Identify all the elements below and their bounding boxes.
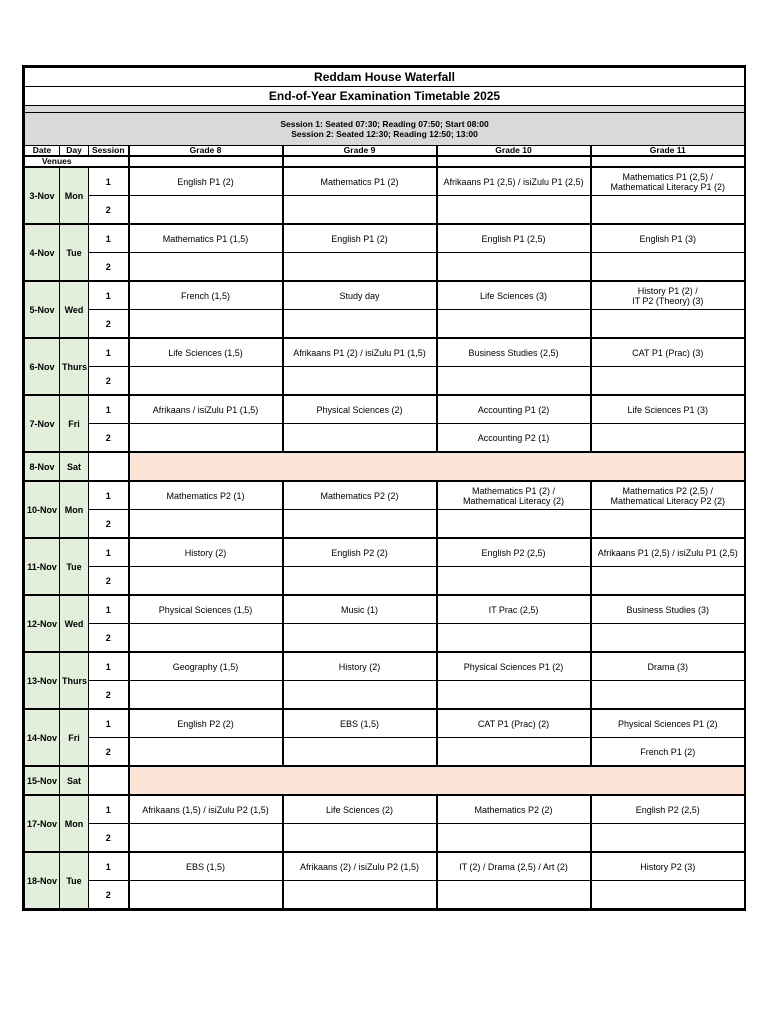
- date-cell: 4-Nov: [25, 224, 60, 281]
- exam-cell: EBS (1,5): [129, 852, 283, 881]
- exam-cell: [283, 824, 437, 853]
- col-grade-10: Grade 10: [437, 146, 591, 157]
- session1-row: [25, 481, 745, 510]
- date-cell: 13-Nov: [25, 652, 60, 709]
- exam-cell: English P2 (2): [283, 538, 437, 567]
- date-cell: 8-Nov: [25, 452, 60, 481]
- day-cell: Mon: [60, 481, 89, 538]
- exam-cell: Physical Sciences (2): [283, 395, 437, 424]
- exam-cell: [129, 510, 283, 539]
- session-number: 1: [89, 338, 129, 367]
- session-number: 1: [89, 224, 129, 253]
- exam-cell: [283, 681, 437, 710]
- day-cell: Fri: [60, 395, 89, 452]
- session-number: 2: [89, 738, 129, 767]
- session1-row: [25, 167, 745, 196]
- date-cell: 11-Nov: [25, 538, 60, 595]
- exam-cell: [591, 624, 745, 653]
- session2-row: [25, 624, 745, 653]
- day-cell: Fri: [60, 709, 89, 766]
- session-number: 2: [89, 510, 129, 539]
- exam-cell: [437, 681, 591, 710]
- exam-cell: History (2): [283, 652, 437, 681]
- exam-cell: IT (2) / Drama (2,5) / Art (2): [437, 852, 591, 881]
- session2-row: [25, 681, 745, 710]
- exam-cell: Afrikaans (1,5) / isiZulu P2 (1,5): [129, 795, 283, 824]
- session1-row: [25, 224, 745, 253]
- exam-cell: [283, 567, 437, 596]
- session-number: 2: [89, 824, 129, 853]
- exam-cell: [283, 196, 437, 225]
- exam-cell: History P1 (2) / IT P2 (Theory) (3): [591, 281, 745, 310]
- timetable-table: [24, 67, 745, 909]
- exam-cell: Life Sciences (1,5): [129, 338, 283, 367]
- session-cell-empty: [89, 766, 129, 795]
- exam-cell: English P1 (3): [591, 224, 745, 253]
- session1-time: Session 1: Seated 07:30; Reading 07:50; Start 08:00: [280, 119, 489, 129]
- session1-row: [25, 538, 745, 567]
- exam-cell: English P1 (2): [129, 167, 283, 196]
- session-number: 2: [89, 310, 129, 339]
- exam-cell: [129, 624, 283, 653]
- day-cell: Mon: [60, 167, 89, 224]
- exam-cell: Geography (1,5): [129, 652, 283, 681]
- date-cell: 7-Nov: [25, 395, 60, 452]
- exam-cell: Drama (3): [591, 652, 745, 681]
- spacer-row: [25, 106, 745, 113]
- school-name: Reddam House Waterfall: [25, 68, 745, 87]
- exam-cell: Business Studies (2,5): [437, 338, 591, 367]
- exam-cell: English P2 (2,5): [591, 795, 745, 824]
- column-header-row: [25, 146, 745, 157]
- exam-cell: [283, 253, 437, 282]
- session-number: 1: [89, 538, 129, 567]
- exam-cell: [129, 310, 283, 339]
- session2-row: [25, 253, 745, 282]
- exam-cell: [437, 367, 591, 396]
- exam-cell: [437, 881, 591, 909]
- session-cell-empty: [89, 452, 129, 481]
- date-cell: 14-Nov: [25, 709, 60, 766]
- exam-cell: Mathematics P1 (2): [283, 167, 437, 196]
- exam-cell: [591, 196, 745, 225]
- venue-grade-9: [283, 156, 437, 167]
- col-grade-9: Grade 9: [283, 146, 437, 157]
- session-number: 2: [89, 624, 129, 653]
- session-number: 1: [89, 481, 129, 510]
- exam-cell: [437, 738, 591, 767]
- session1-row: [25, 652, 745, 681]
- date-cell: 3-Nov: [25, 167, 60, 224]
- day-cell: Wed: [60, 281, 89, 338]
- exam-cell: Mathematics P2 (2): [283, 481, 437, 510]
- session2-row: [25, 424, 745, 453]
- no-exam-fill: [129, 766, 745, 795]
- session2-row: [25, 510, 745, 539]
- session1-row: [25, 709, 745, 738]
- venues-row: [25, 156, 745, 167]
- session-number: 1: [89, 167, 129, 196]
- session1-row: [25, 281, 745, 310]
- exam-cell: French (1,5): [129, 281, 283, 310]
- date-cell: 10-Nov: [25, 481, 60, 538]
- exam-cell: [437, 567, 591, 596]
- exam-cell: Afrikaans P1 (2,5) / isiZulu P1 (2,5): [591, 538, 745, 567]
- day-cell: Mon: [60, 795, 89, 852]
- exam-cell: Life Sciences (3): [437, 281, 591, 310]
- venues-blank: [89, 156, 129, 167]
- session-number: 1: [89, 709, 129, 738]
- exam-cell: [129, 424, 283, 453]
- session-number: 1: [89, 395, 129, 424]
- exam-cell: Mathematics P1 (1,5): [129, 224, 283, 253]
- session1-row: [25, 852, 745, 881]
- exam-cell: [283, 738, 437, 767]
- exam-cell: English P2 (2): [129, 709, 283, 738]
- exam-cell: IT Prac (2,5): [437, 595, 591, 624]
- day-cell: Thurs: [60, 652, 89, 709]
- exam-cell: [283, 624, 437, 653]
- exam-cell: [591, 881, 745, 909]
- session2-row: [25, 824, 745, 853]
- exam-cell: [283, 881, 437, 909]
- exam-cell: [437, 824, 591, 853]
- exam-cell: [437, 624, 591, 653]
- exam-cell: [591, 510, 745, 539]
- col-day: Day: [60, 146, 89, 157]
- timetable-title: End-of-Year Examination Timetable 2025: [25, 87, 745, 106]
- exam-cell: Accounting P1 (2): [437, 395, 591, 424]
- exam-cell: French P1 (2): [591, 738, 745, 767]
- exam-timetable: [22, 65, 746, 911]
- exam-cell: Physical Sciences P1 (2): [591, 709, 745, 738]
- exam-cell: [129, 738, 283, 767]
- exam-cell: Study day: [283, 281, 437, 310]
- exam-cell: Afrikaans / isiZulu P1 (1,5): [129, 395, 283, 424]
- exam-cell: CAT P1 (Prac) (3): [591, 338, 745, 367]
- exam-cell: Life Sciences (2): [283, 795, 437, 824]
- exam-cell: English P2 (2,5): [437, 538, 591, 567]
- venues-label: Venues: [25, 156, 89, 167]
- venue-grade-8: [129, 156, 283, 167]
- session-number: 1: [89, 652, 129, 681]
- exam-cell: [129, 367, 283, 396]
- venue-grade-11: [591, 156, 745, 167]
- session-number: 1: [89, 281, 129, 310]
- session-number: 2: [89, 253, 129, 282]
- session-number: 2: [89, 424, 129, 453]
- day-cell: Tue: [60, 852, 89, 909]
- exam-cell: EBS (1,5): [283, 709, 437, 738]
- exam-cell: [283, 310, 437, 339]
- exam-cell: Afrikaans (2) / isiZulu P2 (1,5): [283, 852, 437, 881]
- exam-cell: [591, 367, 745, 396]
- col-grade-11: Grade 11: [591, 146, 745, 157]
- date-cell: 17-Nov: [25, 795, 60, 852]
- exam-cell: Mathematics P2 (1): [129, 481, 283, 510]
- day-cell: Tue: [60, 224, 89, 281]
- col-grade-8: Grade 8: [129, 146, 283, 157]
- exam-cell: CAT P1 (Prac) (2): [437, 709, 591, 738]
- exam-cell: Accounting P2 (1): [437, 424, 591, 453]
- exam-cell: Physical Sciences P1 (2): [437, 652, 591, 681]
- date-cell: 15-Nov: [25, 766, 60, 795]
- session-times: [25, 113, 745, 146]
- date-cell: 12-Nov: [25, 595, 60, 652]
- exam-cell: [591, 567, 745, 596]
- exam-cell: [283, 424, 437, 453]
- exam-cell: Mathematics P2 (2): [437, 795, 591, 824]
- day-cell: Wed: [60, 595, 89, 652]
- session-number: 2: [89, 881, 129, 909]
- exam-cell: [129, 881, 283, 909]
- exam-cell: English P1 (2): [283, 224, 437, 253]
- exam-cell: Music (1): [283, 595, 437, 624]
- exam-cell: Mathematics P2 (2,5) / Mathematical Literacy P2 (2): [591, 481, 745, 510]
- exam-cell: [591, 824, 745, 853]
- exam-cell: [591, 253, 745, 282]
- exam-cell: English P1 (2,5): [437, 224, 591, 253]
- day-cell: Sat: [60, 766, 89, 795]
- exam-cell: History (2): [129, 538, 283, 567]
- session2-row: [25, 310, 745, 339]
- exam-cell: [437, 196, 591, 225]
- exam-cell: [283, 367, 437, 396]
- exam-cell: [591, 424, 745, 453]
- session-number: 1: [89, 595, 129, 624]
- exam-cell: [591, 310, 745, 339]
- session-number: 2: [89, 567, 129, 596]
- venue-grade-10: [437, 156, 591, 167]
- session2-row: [25, 738, 745, 767]
- day-cell: Tue: [60, 538, 89, 595]
- exam-cell: [437, 310, 591, 339]
- session2-time: Session 2: Seated 12:30; Reading 12:50; 13:00: [291, 129, 478, 139]
- col-session: Session: [89, 146, 129, 157]
- session1-row: [25, 595, 745, 624]
- no-exam-fill: [129, 452, 745, 481]
- exam-cell: Life Sciences P1 (3): [591, 395, 745, 424]
- exam-cell: [129, 253, 283, 282]
- exam-cell: Mathematics P1 (2,5) / Mathematical Literacy P1 (2): [591, 167, 745, 196]
- session-number: 2: [89, 367, 129, 396]
- session-number: 2: [89, 681, 129, 710]
- date-cell: 5-Nov: [25, 281, 60, 338]
- session1-row: [25, 395, 745, 424]
- exam-cell: Mathematics P1 (2) / Mathematical Literacy (2): [437, 481, 591, 510]
- session-number: 2: [89, 196, 129, 225]
- day-cell: Thurs: [60, 338, 89, 395]
- exam-cell: [437, 510, 591, 539]
- saturday-row: [25, 452, 745, 481]
- session1-row: [25, 795, 745, 824]
- exam-cell: [129, 824, 283, 853]
- exam-cell: Business Studies (3): [591, 595, 745, 624]
- exam-cell: History P2 (3): [591, 852, 745, 881]
- exam-cell: [129, 567, 283, 596]
- exam-cell: [129, 196, 283, 225]
- session2-row: [25, 367, 745, 396]
- date-cell: 18-Nov: [25, 852, 60, 909]
- exam-cell: [283, 510, 437, 539]
- session-number: 1: [89, 852, 129, 881]
- saturday-row: [25, 766, 745, 795]
- exam-cell: Afrikaans P1 (2,5) / isiZulu P1 (2,5): [437, 167, 591, 196]
- session1-row: [25, 338, 745, 367]
- col-date: Date: [25, 146, 60, 157]
- session2-row: [25, 881, 745, 909]
- session-number: 1: [89, 795, 129, 824]
- exam-cell: [129, 681, 283, 710]
- exam-cell: [591, 681, 745, 710]
- exam-cell: Afrikaans P1 (2) / isiZulu P1 (1,5): [283, 338, 437, 367]
- day-cell: Sat: [60, 452, 89, 481]
- session2-row: [25, 567, 745, 596]
- session2-row: [25, 196, 745, 225]
- date-cell: 6-Nov: [25, 338, 60, 395]
- exam-cell: Physical Sciences (1,5): [129, 595, 283, 624]
- exam-cell: [437, 253, 591, 282]
